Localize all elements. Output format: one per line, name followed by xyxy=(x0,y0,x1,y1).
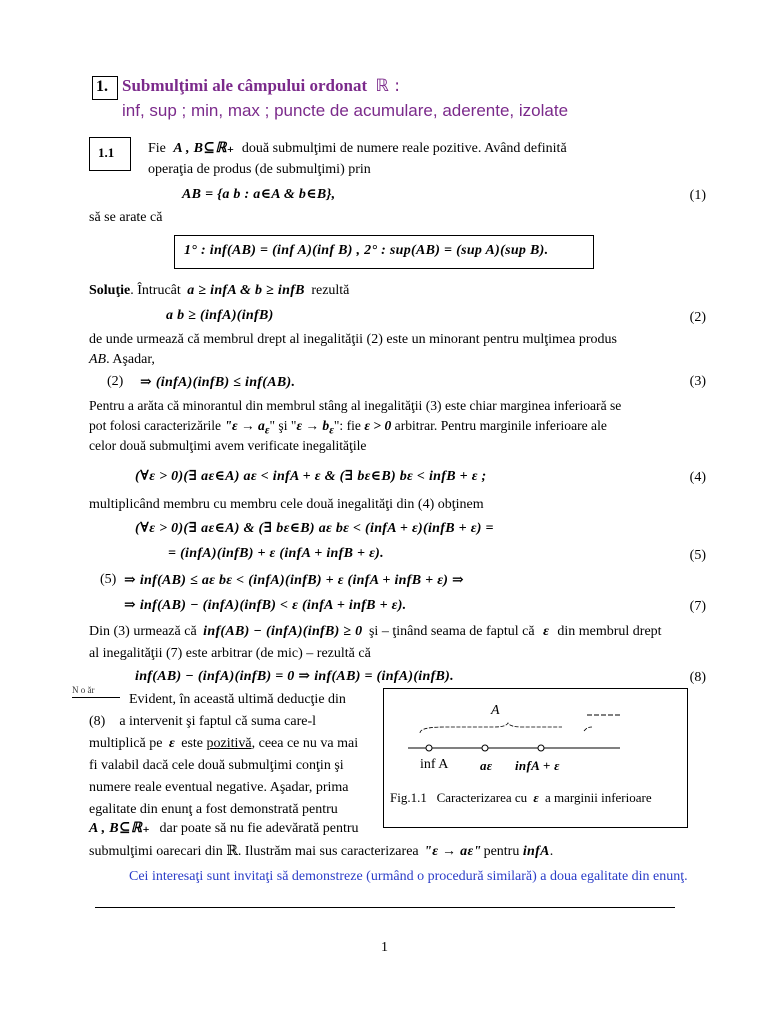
math: a ≥ infA & b ≥ infB xyxy=(187,283,305,298)
section-title xyxy=(122,76,400,96)
equation-7a: ⇒ inf(AB) ≤ aε bε < (infA)(infB) + ε (infA + infB + ε) ⇒ xyxy=(124,573,465,588)
note-line-3 xyxy=(89,736,358,752)
problem-line-1 xyxy=(148,140,567,157)
solution-line-2: de unde urmează că membrul drept al inegalităţii (2) este un minorant pentru mulţimea produs xyxy=(89,332,617,347)
note-line-4: fi valabil dacă cele două submulţimi conţin şi xyxy=(89,758,344,773)
equation-1-number: (1) xyxy=(689,188,706,203)
bottom-rule xyxy=(95,907,675,908)
text: dar poate să nu fie adevărată pentru xyxy=(159,821,359,836)
text: " şi " xyxy=(269,418,297,433)
figure-label-inf: inf A xyxy=(420,757,449,772)
note-line-8 xyxy=(89,843,553,860)
text: ": fie xyxy=(333,418,361,433)
reals-symbol: ℝ : xyxy=(375,76,400,96)
text: pot folosi caracterizările xyxy=(89,418,222,433)
figure-caption xyxy=(390,790,652,806)
math-eps: ε xyxy=(543,624,549,639)
text: pozitivă xyxy=(206,736,252,751)
math: ε > 0 xyxy=(364,418,392,433)
solution-line-9: al inegalităţii (7) este arbitrar (de mic) – rezultă că xyxy=(89,646,371,661)
text: multiplică pe xyxy=(89,736,163,751)
equation-3-number: (3) xyxy=(689,374,706,389)
section-title-text: Submulţimi ale câmpului ordonat xyxy=(122,76,368,95)
text: din membrul drept xyxy=(557,624,662,639)
math-sub: ε xyxy=(264,424,270,437)
math-eps: ε xyxy=(168,736,175,751)
section-number: 1. xyxy=(96,78,108,95)
math: ε → b xyxy=(296,418,330,433)
text: două submulţimi de numere reale pozitive. Având definită xyxy=(241,141,567,156)
note-line-2: (8) a intervenit şi faptul că suma care-l xyxy=(89,714,317,729)
figure-point-a-eps xyxy=(482,745,488,751)
note-line-6: egalitate din enunţ a fost demonstrată pentru xyxy=(89,802,338,817)
note-icon-text: N o ăr xyxy=(72,685,95,695)
text: a marginii inferioare xyxy=(545,790,652,805)
equation-4-number: (4) xyxy=(689,470,706,485)
figure-diagram xyxy=(384,689,686,789)
equation-3: ⇒ (infA)(infB) ≤ inf(AB). xyxy=(140,375,296,390)
section-subtitle: inf, sup ; min, max ; puncte de acumulare, aderente, izolate xyxy=(122,101,569,120)
text: AB xyxy=(89,352,107,367)
equation-3-prefix: (2) xyxy=(107,374,124,389)
text: şi – ţinând seama de faptul că xyxy=(368,624,535,639)
text: arbitrar. Pentru marginile inferioare ale xyxy=(394,418,607,433)
closing-text: Cei interesaţi sunt invitaţi să demonstreze (urmând o procedură similară) a doua egalitate din enunţ. xyxy=(129,869,688,884)
math: "ε → a xyxy=(224,418,265,433)
text: rezultă xyxy=(311,283,350,298)
equation-5-number: (5) xyxy=(689,548,706,563)
note-line-5: numere reale eventual negative. Aşadar, prima xyxy=(89,780,349,795)
math: infA xyxy=(522,844,550,859)
figure-point-inf xyxy=(426,745,432,751)
math: A , B⊆ℝ₊ xyxy=(89,821,151,836)
note-line-1: Evident, în această ultimă deducţie din xyxy=(129,692,346,707)
solution-line-8 xyxy=(89,624,662,640)
figure-brace xyxy=(420,723,592,733)
equation-7-number: (7) xyxy=(689,599,706,614)
text: . Aşadar, xyxy=(106,352,155,367)
text: pentru xyxy=(483,844,520,859)
boxed-statement-text: 1° : inf(AB) = (inf A)(inf B) , 2° : sup(AB) = (sup A)(sup B). xyxy=(184,243,549,258)
figure-point-inf-plus-eps xyxy=(538,745,544,751)
problem-line-3: să se arate că xyxy=(89,210,163,225)
equation-2-number: (2) xyxy=(689,310,706,325)
equation-5a: (∀ε > 0)(∃ aε∈A) & (∃ bε∈B) aε bε < (infA + ε)(infB + ε) = xyxy=(135,521,494,536)
text: Fie xyxy=(148,141,166,156)
text: Din (3) urmează că xyxy=(89,624,197,639)
equation-5b: = (infA)(infB) + ε (infA + infB + ε). xyxy=(168,546,384,561)
equation-4: (∀ε > 0)(∃ aε∈A) aε < infA + ε & (∃ bε∈B) bε < infB + ε ; xyxy=(135,469,487,484)
equation-7-prefix: (5) xyxy=(100,572,117,587)
page-number: 1 xyxy=(381,940,388,955)
figure-label-a-eps: aε xyxy=(480,758,493,773)
text: , ceea ce nu va mai xyxy=(251,736,359,751)
equation-2: a b ≥ (infA)(infB) xyxy=(166,308,274,323)
solution-line-5 xyxy=(89,418,607,437)
math-eps: ε xyxy=(533,790,539,805)
math-AB-subset: A , B⊆ℝ₊ xyxy=(173,141,235,156)
equation-7b: ⇒ inf(AB) − (infA)(infB) < ε (infA + infB + ε). xyxy=(124,598,407,613)
equation-1: AB = {a b : a∈A & b∈B}, xyxy=(182,187,336,202)
solution-label: Soluţie xyxy=(89,283,131,298)
problem-number: 1.1 xyxy=(98,145,115,160)
math-sub: ε xyxy=(329,424,334,437)
text: este xyxy=(181,736,203,751)
equation-8-number: (8) xyxy=(689,670,706,685)
text: . xyxy=(549,844,554,859)
note-line-7 xyxy=(89,820,359,837)
equation-8: inf(AB) − (infA)(infB) = 0 ⇒ inf(AB) = (infA)(infB). xyxy=(135,669,454,684)
solution-line-3 xyxy=(89,352,155,368)
figure-label-inf-plus-eps: infA + ε xyxy=(515,758,560,773)
figure-set-label: A xyxy=(491,703,500,718)
solution-line-6: celor două submulţimi avem verificate inegalităţile xyxy=(89,438,367,453)
solution-line-7: multiplicând membru cu membru cele două inegalităţi din (4) obţinem xyxy=(89,497,484,512)
text: Fig.1.1 Caracterizarea cu xyxy=(390,790,528,805)
problem-line-2: operaţia de produs (de submulţimi) prin xyxy=(148,162,371,177)
note-icon xyxy=(72,685,120,698)
solution-line-1 xyxy=(89,283,349,299)
math: "ε → aε" xyxy=(424,844,482,859)
solution-line-4: Pentru a arăta că minorantul din membrul stâng al inegalităţii (3) este chiar marginea inferioară se xyxy=(89,398,622,413)
text: submulţimi oarecari din ℝ. Ilustrăm mai sus caracterizarea xyxy=(89,844,419,859)
math: inf(AB) − (infA)(infB) ≥ 0 xyxy=(203,624,363,639)
text: . Întrucât xyxy=(130,283,181,298)
